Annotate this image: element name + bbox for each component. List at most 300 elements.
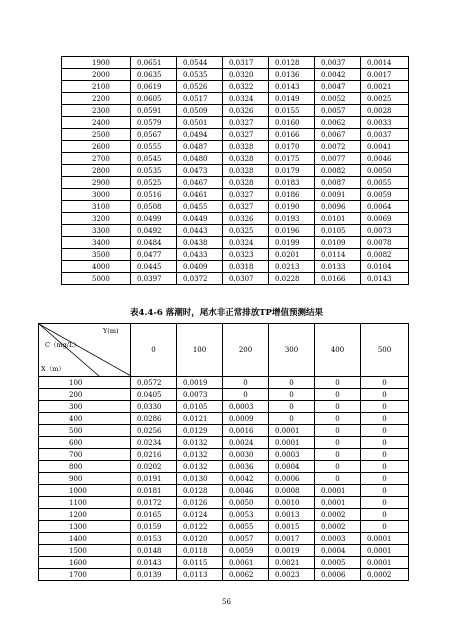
- value-cell: 0.0001: [269, 425, 315, 437]
- value-cell: 0.0109: [315, 237, 361, 249]
- value-cell: 0.0057: [315, 105, 361, 117]
- row-distance-cell: 700: [39, 449, 131, 461]
- row-distance-cell: 1700: [39, 569, 131, 581]
- value-cell: 0.0324: [223, 93, 269, 105]
- value-cell: 0.0449: [177, 213, 223, 225]
- value-cell: 0.0009: [223, 413, 269, 425]
- row-distance-cell: 5000: [62, 273, 131, 285]
- value-cell: 0.0006: [269, 473, 315, 485]
- value-cell: 0.0166: [269, 129, 315, 141]
- value-cell: 0.0082: [361, 249, 409, 261]
- value-cell: 0.0001: [315, 485, 361, 497]
- value-cell: 0.0324: [223, 237, 269, 249]
- value-cell: 0.0002: [315, 509, 361, 521]
- value-cell: 0.0017: [361, 69, 409, 81]
- value-cell: 0.0499: [131, 213, 177, 225]
- row-distance-cell: 1900: [62, 57, 131, 69]
- value-cell: 0.0073: [177, 389, 223, 401]
- table-row: [62, 189, 409, 201]
- value-cell: 0.0461: [177, 189, 223, 201]
- value-cell: 0.0635: [131, 69, 177, 81]
- value-cell: 0: [361, 437, 409, 449]
- value-cell: 0.0017: [269, 533, 315, 545]
- value-cell: 0.0052: [315, 93, 361, 105]
- table-row: [39, 413, 409, 425]
- value-cell: 0.0492: [131, 225, 177, 237]
- value-cell: 0.0148: [131, 545, 177, 557]
- value-cell: 0.0181: [131, 485, 177, 497]
- value-cell: 0.0001: [361, 557, 409, 569]
- value-cell: 0.0535: [177, 69, 223, 81]
- value-cell: 0.0183: [269, 177, 315, 189]
- value-cell: 0.0072: [315, 141, 361, 153]
- value-cell: 0.0545: [131, 153, 177, 165]
- value-cell: 0: [223, 377, 269, 389]
- table-row: [62, 93, 409, 105]
- value-cell: 0.0057: [223, 533, 269, 545]
- value-cell: 0.0003: [223, 401, 269, 413]
- row-distance-cell: 2800: [62, 165, 131, 177]
- row-distance-cell: 300: [39, 401, 131, 413]
- row-distance-cell: 3000: [62, 189, 131, 201]
- value-cell: 0.0405: [131, 389, 177, 401]
- value-cell: 0.0605: [131, 93, 177, 105]
- value-cell: 0.0487: [177, 141, 223, 153]
- value-cell: 0.0037: [361, 129, 409, 141]
- table-row: [62, 273, 409, 285]
- table-row: [39, 401, 409, 413]
- value-cell: 0.0325: [223, 225, 269, 237]
- y-axis-label: Y(m): [103, 327, 119, 335]
- value-cell: 0.0118: [177, 545, 223, 557]
- value-cell: 0.0105: [315, 225, 361, 237]
- value-cell: 0.0473: [177, 165, 223, 177]
- diagonal-header-cell: [39, 324, 131, 377]
- row-distance-cell: 900: [39, 473, 131, 485]
- value-cell: 0.0132: [177, 437, 223, 449]
- value-cell: 0.0143: [269, 81, 315, 93]
- value-cell: 0.0201: [269, 249, 315, 261]
- value-cell: 0.0139: [131, 569, 177, 581]
- value-cell: 0.0326: [223, 105, 269, 117]
- value-cell: 0: [223, 389, 269, 401]
- value-cell: 0.0572: [131, 377, 177, 389]
- row-distance-cell: 800: [39, 461, 131, 473]
- value-cell: 0.0328: [223, 141, 269, 153]
- value-cell: 0.0409: [177, 261, 223, 273]
- value-cell: 0: [315, 473, 361, 485]
- value-cell: 0.0010: [269, 497, 315, 509]
- value-cell: 0.0508: [131, 201, 177, 213]
- value-cell: 0: [361, 509, 409, 521]
- table-row: [39, 437, 409, 449]
- value-cell: 0.0234: [131, 437, 177, 449]
- concentration-label: C（mg/L）: [45, 341, 80, 349]
- value-cell: 0.0330: [131, 401, 177, 413]
- value-cell: 0.0104: [361, 261, 409, 273]
- value-cell: 0: [361, 389, 409, 401]
- table-row: [39, 425, 409, 437]
- table-row: [62, 165, 409, 177]
- value-cell: 0: [315, 449, 361, 461]
- value-cell: 0.0516: [131, 189, 177, 201]
- value-cell: 0.0042: [315, 69, 361, 81]
- value-cell: 0.0101: [315, 213, 361, 225]
- row-distance-cell: 2000: [62, 69, 131, 81]
- value-cell: 0.0064: [361, 201, 409, 213]
- value-cell: 0.0579: [131, 117, 177, 129]
- column-header-y500: 500: [361, 324, 409, 377]
- value-cell: 0.0307: [223, 273, 269, 285]
- value-cell: 0.0004: [315, 545, 361, 557]
- value-cell: 0.0013: [269, 509, 315, 521]
- row-distance-cell: 3200: [62, 213, 131, 225]
- value-cell: 0.0480: [177, 153, 223, 165]
- value-cell: 0.0160: [269, 117, 315, 129]
- value-cell: 0.0175: [269, 153, 315, 165]
- row-distance-cell: 2300: [62, 105, 131, 117]
- table-row: [62, 177, 409, 189]
- value-cell: 0.0153: [131, 533, 177, 545]
- value-cell: 0.0179: [269, 165, 315, 177]
- value-cell: 0.0036: [223, 461, 269, 473]
- value-cell: 0.0326: [223, 213, 269, 225]
- value-cell: 0.0256: [131, 425, 177, 437]
- value-cell: 0.0124: [177, 509, 223, 521]
- value-cell: 0.0121: [177, 413, 223, 425]
- value-cell: 0.0455: [177, 201, 223, 213]
- table-row: [62, 117, 409, 129]
- value-cell: 0.0001: [315, 497, 361, 509]
- column-header-y200: 200: [223, 324, 269, 377]
- row-distance-cell: 1600: [39, 557, 131, 569]
- value-cell: 0.0132: [177, 461, 223, 473]
- value-cell: 0.0526: [177, 81, 223, 93]
- value-cell: 0: [361, 473, 409, 485]
- table-row: [39, 485, 409, 497]
- value-cell: 0.0046: [361, 153, 409, 165]
- row-distance-cell: 3500: [62, 249, 131, 261]
- value-cell: 0.0535: [131, 165, 177, 177]
- table-row: [39, 497, 409, 509]
- value-cell: 0.0327: [223, 189, 269, 201]
- value-cell: 0: [361, 485, 409, 497]
- value-cell: 0.0619: [131, 81, 177, 93]
- tp-increment-table: [38, 323, 409, 581]
- value-cell: 0.0501: [177, 117, 223, 129]
- value-cell: 0.0136: [269, 69, 315, 81]
- value-cell: 0.0372: [177, 273, 223, 285]
- table-row: [39, 389, 409, 401]
- row-distance-cell: 3400: [62, 237, 131, 249]
- value-cell: 0.0155: [269, 105, 315, 117]
- value-cell: 0.0033: [361, 117, 409, 129]
- value-cell: 0.0199: [269, 237, 315, 249]
- value-cell: 0.0053: [223, 509, 269, 521]
- value-cell: 0.0050: [361, 165, 409, 177]
- table-row: [62, 69, 409, 81]
- value-cell: 0.0484: [131, 237, 177, 249]
- value-cell: 0.0003: [269, 449, 315, 461]
- value-cell: 0: [361, 449, 409, 461]
- value-cell: 0.0091: [315, 189, 361, 201]
- value-cell: 0.0025: [361, 93, 409, 105]
- value-cell: 0.0320: [223, 69, 269, 81]
- value-cell: 0.0078: [361, 237, 409, 249]
- value-cell: 0.0517: [177, 93, 223, 105]
- value-cell: 0.0328: [223, 153, 269, 165]
- table-row: [39, 557, 409, 569]
- value-cell: 0.0087: [315, 177, 361, 189]
- value-cell: 0: [315, 461, 361, 473]
- table-row: [62, 129, 409, 141]
- value-cell: 0.0445: [131, 261, 177, 273]
- value-cell: 0.0186: [269, 189, 315, 201]
- value-cell: 0: [315, 437, 361, 449]
- table-row: [62, 249, 409, 261]
- table-row: [62, 105, 409, 117]
- column-header-y300: 300: [269, 324, 315, 377]
- value-cell: 0.0002: [315, 521, 361, 533]
- column-header-y0: 0: [131, 324, 177, 377]
- value-cell: 0.0172: [131, 497, 177, 509]
- value-cell: 0.0001: [361, 533, 409, 545]
- value-cell: 0.0133: [315, 261, 361, 273]
- row-distance-cell: 200: [39, 389, 131, 401]
- value-cell: 0.0213: [269, 261, 315, 273]
- value-cell: 0.0286: [131, 413, 177, 425]
- row-distance-cell: 500: [39, 425, 131, 437]
- row-distance-cell: 1300: [39, 521, 131, 533]
- value-cell: 0.0028: [361, 105, 409, 117]
- value-cell: 0.0327: [223, 201, 269, 213]
- value-cell: 0.0122: [177, 521, 223, 533]
- value-cell: 0.0047: [315, 81, 361, 93]
- value-cell: 0.0544: [177, 57, 223, 69]
- value-cell: 0.0067: [315, 129, 361, 141]
- value-cell: 0.0113: [177, 569, 223, 581]
- table-row: [62, 213, 409, 225]
- value-cell: 0.0228: [269, 273, 315, 285]
- value-cell: 0.0114: [315, 249, 361, 261]
- table-row: [39, 461, 409, 473]
- table-row: [62, 201, 409, 213]
- value-cell: 0.0003: [315, 533, 361, 545]
- value-cell: 0.0190: [269, 201, 315, 213]
- value-cell: 0.0317: [223, 57, 269, 69]
- value-cell: 0.0130: [177, 473, 223, 485]
- value-cell: 0.0651: [131, 57, 177, 69]
- row-distance-cell: 1000: [39, 485, 131, 497]
- value-cell: 0.0002: [361, 569, 409, 581]
- row-distance-cell: 600: [39, 437, 131, 449]
- value-cell: 0.0128: [269, 57, 315, 69]
- value-cell: 0.0191: [131, 473, 177, 485]
- value-cell: 0.0120: [177, 533, 223, 545]
- value-cell: 0.0030: [223, 449, 269, 461]
- value-cell: 0.0467: [177, 177, 223, 189]
- value-cell: 0.0096: [315, 201, 361, 213]
- table1-body: [62, 57, 409, 285]
- value-cell: 0.0567: [131, 129, 177, 141]
- value-cell: 0.0023: [269, 569, 315, 581]
- value-cell: 0.0328: [223, 165, 269, 177]
- value-cell: 0.0059: [223, 545, 269, 557]
- value-cell: 0.0021: [269, 557, 315, 569]
- page-number: 56: [222, 598, 231, 606]
- value-cell: 0.0128: [177, 485, 223, 497]
- value-cell: 0.0014: [361, 57, 409, 69]
- value-cell: 0.0193: [269, 213, 315, 225]
- table-row: [62, 237, 409, 249]
- table-row: [39, 569, 409, 581]
- value-cell: 0.0433: [177, 249, 223, 261]
- value-cell: 0: [315, 401, 361, 413]
- value-cell: 0.0105: [177, 401, 223, 413]
- value-cell: 0.0055: [361, 177, 409, 189]
- value-cell: 0.0143: [361, 273, 409, 285]
- table-row: [62, 57, 409, 69]
- table-row: [39, 473, 409, 485]
- value-cell: 0.0196: [269, 225, 315, 237]
- value-cell: 0: [269, 413, 315, 425]
- value-cell: 0: [269, 389, 315, 401]
- value-cell: 0.0024: [223, 437, 269, 449]
- value-cell: 0.0477: [131, 249, 177, 261]
- value-cell: 0.0438: [177, 237, 223, 249]
- table-row: [39, 509, 409, 521]
- value-cell: 0.0216: [131, 449, 177, 461]
- value-cell: 0: [361, 401, 409, 413]
- row-distance-cell: 1100: [39, 497, 131, 509]
- value-cell: 0.0318: [223, 261, 269, 273]
- row-distance-cell: 2700: [62, 153, 131, 165]
- table-row: [39, 377, 409, 389]
- value-cell: 0: [361, 377, 409, 389]
- row-distance-cell: 2100: [62, 81, 131, 93]
- value-cell: 0: [361, 521, 409, 533]
- value-cell: 0.0062: [223, 569, 269, 581]
- row-distance-cell: 2200: [62, 93, 131, 105]
- value-cell: 0.0555: [131, 141, 177, 153]
- value-cell: 0.0126: [177, 497, 223, 509]
- value-cell: 0.0143: [131, 557, 177, 569]
- value-cell: 0.0001: [361, 545, 409, 557]
- value-cell: 0.0016: [223, 425, 269, 437]
- row-distance-cell: 2400: [62, 117, 131, 129]
- value-cell: 0.0149: [269, 93, 315, 105]
- table-row: [39, 521, 409, 533]
- value-cell: 0.0073: [361, 225, 409, 237]
- table2-body: [39, 377, 409, 581]
- value-cell: 0: [315, 413, 361, 425]
- value-cell: 0.0322: [223, 81, 269, 93]
- value-cell: 0.0059: [361, 189, 409, 201]
- results-table-continued: [61, 56, 409, 285]
- value-cell: 0.0021: [361, 81, 409, 93]
- value-cell: 0: [269, 401, 315, 413]
- value-cell: 0.0015: [269, 521, 315, 533]
- column-header-y100: 100: [177, 324, 223, 377]
- table2-header-row: [39, 324, 409, 377]
- value-cell: 0.0005: [315, 557, 361, 569]
- value-cell: 0.0170: [269, 141, 315, 153]
- value-cell: 0.0115: [177, 557, 223, 569]
- row-distance-cell: 1500: [39, 545, 131, 557]
- row-distance-cell: 2600: [62, 141, 131, 153]
- value-cell: 0: [315, 389, 361, 401]
- row-distance-cell: 4000: [62, 261, 131, 273]
- table-row: [39, 449, 409, 461]
- value-cell: 0: [361, 461, 409, 473]
- table-row: [62, 141, 409, 153]
- row-distance-cell: 2500: [62, 129, 131, 141]
- value-cell: 0.0397: [131, 273, 177, 285]
- value-cell: 0: [269, 377, 315, 389]
- value-cell: 0.0129: [177, 425, 223, 437]
- row-distance-cell: 2900: [62, 177, 131, 189]
- value-cell: 0.0159: [131, 521, 177, 533]
- value-cell: 0.0494: [177, 129, 223, 141]
- value-cell: 0.0069: [361, 213, 409, 225]
- value-cell: 0.0004: [269, 461, 315, 473]
- value-cell: 0.0061: [223, 557, 269, 569]
- value-cell: 0.0525: [131, 177, 177, 189]
- value-cell: 0.0041: [361, 141, 409, 153]
- value-cell: 0.0019: [177, 377, 223, 389]
- table-row: [62, 225, 409, 237]
- table-caption: 表4.4-6 落潮时，尾水非正常排放TP增值预测结果: [130, 308, 323, 318]
- value-cell: 0: [361, 413, 409, 425]
- row-distance-cell: 1400: [39, 533, 131, 545]
- value-cell: 0.0006: [315, 569, 361, 581]
- value-cell: 0: [361, 425, 409, 437]
- value-cell: 0.0037: [315, 57, 361, 69]
- value-cell: 0.0062: [315, 117, 361, 129]
- row-distance-cell: 3100: [62, 201, 131, 213]
- value-cell: 0.0165: [131, 509, 177, 521]
- value-cell: 0.0202: [131, 461, 177, 473]
- table-row: [62, 261, 409, 273]
- value-cell: 0.0055: [223, 521, 269, 533]
- value-cell: 0.0166: [315, 273, 361, 285]
- value-cell: 0.0591: [131, 105, 177, 117]
- value-cell: 0: [315, 377, 361, 389]
- row-distance-cell: 3300: [62, 225, 131, 237]
- value-cell: 0.0323: [223, 249, 269, 261]
- table-row: [62, 81, 409, 93]
- table-row: [39, 533, 409, 545]
- row-distance-cell: 1200: [39, 509, 131, 521]
- value-cell: 0.0008: [269, 485, 315, 497]
- value-cell: 0.0042: [223, 473, 269, 485]
- value-cell: 0.0327: [223, 117, 269, 129]
- value-cell: 0.0328: [223, 177, 269, 189]
- value-cell: 0: [315, 425, 361, 437]
- value-cell: 0.0046: [223, 485, 269, 497]
- table-row: [39, 545, 409, 557]
- value-cell: 0.0082: [315, 165, 361, 177]
- column-header-y400: 400: [315, 324, 361, 377]
- value-cell: 0: [361, 497, 409, 509]
- value-cell: 0.0050: [223, 497, 269, 509]
- row-distance-cell: 400: [39, 413, 131, 425]
- row-distance-cell: 100: [39, 377, 131, 389]
- value-cell: 0.0077: [315, 153, 361, 165]
- x-axis-label: X（m）: [41, 365, 65, 373]
- value-cell: 0.0443: [177, 225, 223, 237]
- value-cell: 0.0327: [223, 129, 269, 141]
